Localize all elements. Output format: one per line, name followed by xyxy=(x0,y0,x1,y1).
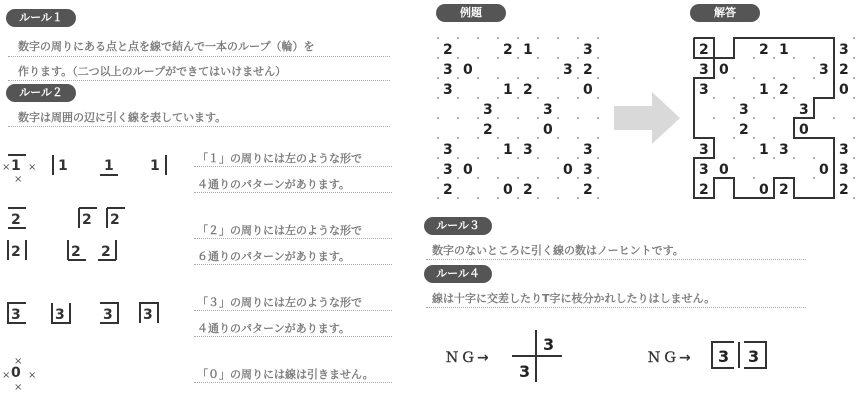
grid-cell-digit: 1 xyxy=(503,82,513,98)
grid-cell-digit: 2 xyxy=(523,182,533,198)
svg-text:×: × xyxy=(28,370,37,381)
rule1-line1: 数字の周りにある点と点を線で結んで一本のループ（輪）を xyxy=(18,40,315,53)
pattern-3-line1: 「３」の周りには左のような形で xyxy=(197,296,362,309)
answer-label: 解答 xyxy=(690,4,760,22)
pattern-3-digit-a: 3 xyxy=(11,307,21,323)
pattern-1-digit-a: 1 xyxy=(11,158,21,174)
rule3-line1: 数字のないところに引く線の数はノーヒントです。 xyxy=(432,244,684,257)
grid-cell-digit: 3 xyxy=(443,62,453,78)
svg-text:×: × xyxy=(14,356,23,367)
pattern-3-line2: ４通りのパターンがあります。 xyxy=(197,322,350,335)
grid-cell-digit: 3 xyxy=(583,162,593,178)
grid-cell-digit: 2 xyxy=(779,182,789,198)
grid-cell-digit: 1 xyxy=(503,142,513,158)
grid-cell-digit: 3 xyxy=(699,62,709,78)
grid-cell-digit: 2 xyxy=(443,42,453,58)
grid-cell-digit: 2 xyxy=(759,42,769,58)
grid-cell-digit: 2 xyxy=(839,182,849,198)
grid-cell-digit: 0 xyxy=(719,62,729,78)
rule3-label: ルール３ xyxy=(424,217,492,235)
pattern-0-digit: 0 xyxy=(11,365,21,381)
example-grid xyxy=(432,32,604,204)
pattern-2-digit-a: 2 xyxy=(11,212,21,228)
ng-label-2: ＮＧ→ xyxy=(647,350,693,366)
grid-cell-digit: 0 xyxy=(503,182,513,198)
grid-cell-digit: 2 xyxy=(839,62,849,78)
answer-grid xyxy=(688,32,860,204)
ng-digit-d: 3 xyxy=(748,347,760,366)
grid-cell-digit: 2 xyxy=(739,122,749,138)
ng-digit-b: 3 xyxy=(519,362,531,381)
svg-text:×: × xyxy=(2,162,11,173)
grid-cell-digit: 1 xyxy=(523,42,533,58)
pattern-1-digit-b: 1 xyxy=(58,158,68,174)
example-label: 例題 xyxy=(436,4,506,22)
rule1-label: ルール１ xyxy=(6,9,76,27)
pattern-3-digit-b: 3 xyxy=(55,307,65,323)
ng-t-junction xyxy=(506,326,566,386)
grid-cell-digit: 0 xyxy=(463,62,473,78)
pattern-2-digit-c: 2 xyxy=(110,212,120,228)
grid-cell-digit: 0 xyxy=(583,82,593,98)
grid-cell-digit: 3 xyxy=(739,102,749,118)
pattern-2-digit-e: 2 xyxy=(71,244,81,260)
grid-cell-digit: 3 xyxy=(483,102,493,118)
pattern-3-digit-c: 3 xyxy=(103,307,113,323)
grid-cell-digit: 2 xyxy=(443,182,453,198)
grid-cell-digit: 2 xyxy=(699,182,709,198)
pattern-2-digit-d: 2 xyxy=(11,244,21,260)
grid-cell-digit: 3 xyxy=(443,142,453,158)
grid-cell-digit: 0 xyxy=(759,182,769,198)
grid-cell-digit: 3 xyxy=(839,162,849,178)
grid-cell-digit: 3 xyxy=(443,82,453,98)
grid-cell-digit: 1 xyxy=(759,82,769,98)
pattern-2-examples xyxy=(8,208,125,260)
grid-cell-digit: 3 xyxy=(839,42,849,58)
rule2-line1: 数字は周囲の辺に引く線を表しています。 xyxy=(18,111,227,124)
grid-cell-digit: 3 xyxy=(543,102,553,118)
rule2-label: ルール２ xyxy=(6,84,76,102)
grid-cell-digit: 2 xyxy=(503,42,513,58)
grid-cell-digit: 3 xyxy=(799,102,809,118)
pattern-3-digit-d: 3 xyxy=(143,307,153,323)
pattern-1-line2: ４通りのパターンがあります。 xyxy=(197,178,350,191)
grid-cell-digit: 2 xyxy=(583,62,593,78)
svg-text:×: × xyxy=(14,382,23,393)
grid-cell-digit: 2 xyxy=(779,82,789,98)
grid-cell-digit: 3 xyxy=(443,162,453,178)
pattern-0-line1: 「０」の周りには線は引きません。 xyxy=(197,368,374,381)
grid-cell-digit: 3 xyxy=(699,162,709,178)
grid-cell-digit: 0 xyxy=(463,162,473,178)
grid-cell-digit: 3 xyxy=(779,142,789,158)
grid-cell-digit: 3 xyxy=(563,62,573,78)
pattern-2-line1: 「２」の周りには左のような形で xyxy=(197,224,362,237)
svg-text:×: × xyxy=(14,174,23,185)
grid-cell-digit: 0 xyxy=(839,82,849,98)
grid-cell-digit: 3 xyxy=(839,142,849,158)
rule4-line1: 線は十字に交差したりT字に枝分かれしたりはしません。 xyxy=(432,292,716,305)
pattern-3-examples xyxy=(8,303,158,323)
pattern-1-line1: 「１」の周りには左のような形で xyxy=(197,152,362,165)
pattern-2-digit-f: 2 xyxy=(101,244,111,260)
pattern-1-digit-c: 1 xyxy=(104,158,114,174)
ng-digit-a: 3 xyxy=(543,335,555,354)
grid-cell-digit: 3 xyxy=(699,82,709,98)
svg-text:×: × xyxy=(2,370,11,381)
arrow-icon xyxy=(612,92,682,144)
grid-cell-digit: 0 xyxy=(819,162,829,178)
pattern-2-line2: ６通りのパターンがあります。 xyxy=(197,250,350,263)
grid-cell-digit: 3 xyxy=(699,142,709,158)
ng-branch xyxy=(708,338,772,372)
pattern-1-digit-d: 1 xyxy=(150,158,160,174)
grid-cell-digit: 0 xyxy=(563,162,573,178)
grid-cell-digit: 3 xyxy=(819,62,829,78)
ng-digit-c: 3 xyxy=(718,347,730,366)
pattern-2-digit-b: 2 xyxy=(82,212,92,228)
grid-cell-digit: 0 xyxy=(799,122,809,138)
grid-cell-digit: 0 xyxy=(719,162,729,178)
grid-cell-digit: 3 xyxy=(523,142,533,158)
grid-cell-digit: 1 xyxy=(779,42,789,58)
rule1-line2: 作ります。（二つ以上のループができてはいけません） xyxy=(18,65,287,78)
grid-cell-digit: 3 xyxy=(583,142,593,158)
grid-cell-digit: 2 xyxy=(483,122,493,138)
rule4-label: ルール４ xyxy=(424,265,492,283)
grid-cell-digit: 2 xyxy=(583,182,593,198)
svg-text:×: × xyxy=(28,162,37,173)
pattern-examples xyxy=(0,138,185,393)
grid-cell-digit: 2 xyxy=(523,82,533,98)
grid-cell-digit: 1 xyxy=(759,142,769,158)
ng-label-1: ＮＧ→ xyxy=(445,350,491,366)
grid-cell-digit: 2 xyxy=(699,42,709,58)
grid-cell-digit: 0 xyxy=(543,122,553,138)
grid-cell-digit: 3 xyxy=(583,42,593,58)
